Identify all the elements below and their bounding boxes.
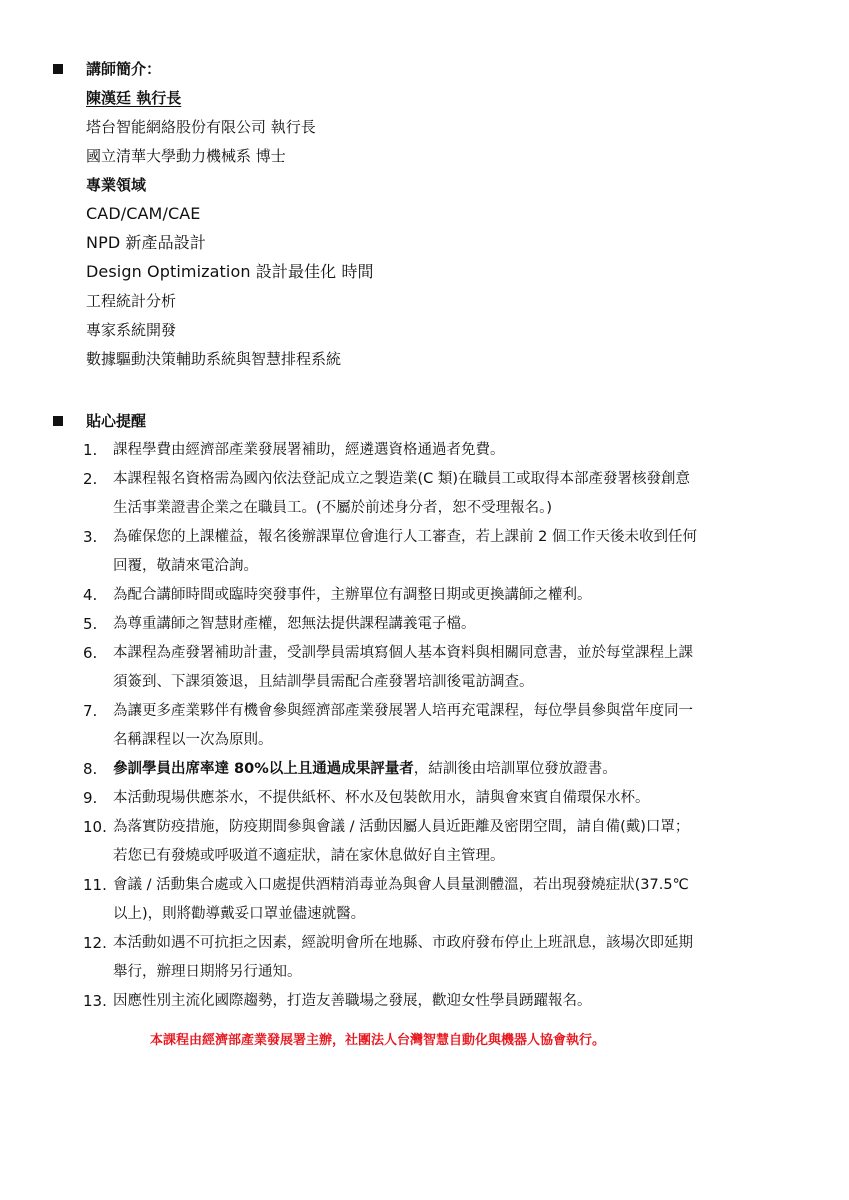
instructor-degree-line: 國立清華大學動力機械系 博士 [86, 147, 286, 165]
reminder-text: 為配合講師時間或臨時突發事件，主辦單位有調整日期或更換講師之權利。 [113, 587, 592, 603]
reminder-text: 本活動如遇不可抗拒之因素，經說明會所在地縣、市政府發布停止上班訊息，該場次即延期 [113, 935, 693, 951]
reminder-number: 12. [83, 934, 107, 952]
organizer-note: 本課程由經濟部產業發展署主辦，社團法人台灣智慧自動化與機器人協會執行。 [150, 1033, 606, 1048]
reminder-number: 6. [83, 644, 98, 662]
reminder-number: 7. [83, 702, 98, 720]
reminder-text: 本課程為產發署補助計畫，受訓學員需填寫個人基本資料與相關同意書，並於每堂課程上課 [113, 645, 693, 661]
reminder-text: 為落實防疫措施，防疫期間參與會議 / 活動因屬人員近距離及密閉空間，請自備(戴)口罩； [113, 819, 690, 835]
instructor-heading: 講師簡介： [86, 60, 162, 78]
expertise-item: Design Optimization 設計最佳化 時間 [86, 262, 374, 281]
reminder-number: 5. [83, 615, 98, 633]
reminder-text: 須簽到、下課須簽退，且結訓學員需配合產發署培訓後電訪調查。 [113, 674, 534, 690]
reminder-text: 為確保您的上課權益，報名後辦課單位會進行人工審查，若上課前 2 個工作天後未收到任何 [113, 529, 697, 545]
instructor-name-title: 陳漢廷 執行長 [86, 89, 182, 107]
reminder-number: 2. [83, 470, 98, 488]
reminder-text: 為讓更多產業夥伴有機會參與經濟部產業發展署人培再充電課程，每位學員參與當年度同一 [113, 703, 693, 719]
square-bullet-icon [53, 64, 63, 74]
reminders-heading: 貼心提醒 [86, 412, 147, 430]
expertise-item: 工程統計分析 [86, 292, 177, 310]
reminder-number: 9. [83, 789, 98, 807]
reminder-text: 本活動現場供應茶水，不提供紙杯、杯水及包裝飲用水，請與會來賓自備環保水杯。 [113, 790, 650, 806]
reminder-text: 本課程報名資格需為國內依法登記成立之製造業(C 類)在職員工或取得本部產發署核發創意 [113, 471, 691, 487]
expertise-item: 數據驅動決策輔助系統與智慧排程系統 [86, 350, 342, 368]
reminder-number: 13. [83, 992, 107, 1010]
reminder-text: 課程學費由經濟部產業發展署補助，經遴選資格通過者免費。 [113, 442, 505, 458]
instructor-company-line: 塔台智能網絡股份有限公司 執行長 [86, 118, 316, 136]
expertise-item: 專家系統開發 [86, 321, 177, 339]
reminder-text: 回覆，敬請來電洽詢。 [113, 558, 258, 574]
reminder-text: 以上)，則將勸導戴妥口罩並儘速就醫。 [113, 906, 366, 922]
reminder-number: 4. [83, 586, 98, 604]
reminder-text-rest: ，結訓後由培訓單位發放證書。 [413, 761, 617, 777]
reminder-number: 11. [83, 876, 107, 894]
expertise-heading: 專業領域 [86, 176, 147, 194]
reminder-text: 生活事業證書企業之在職員工。(不屬於前述身分者，恕不受理報名。) [113, 500, 553, 516]
reminder-number: 8. [83, 760, 98, 778]
reminder-text: 舉行，辦理日期將另行通知。 [113, 964, 302, 980]
reminder-number: 3. [83, 528, 98, 546]
reminder-number: 10. [83, 818, 107, 836]
reminder-text: 會議 / 活動集合處或入口處提供酒精消毒並為與會人員量測體溫，若出現發燒症狀(37.5℃ [113, 877, 689, 893]
reminder-text: 若您已有發燒或呼吸道不適症狀，請在家休息做好自主管理。 [113, 848, 505, 864]
reminder-text: 因應性別主流化國際趨勢，打造友善職場之發展，歡迎女性學員踴躍報名。 [113, 993, 592, 1009]
reminder-text [113, 759, 617, 779]
expertise-item: CAD/CAM/CAE [86, 204, 201, 223]
reminder-number: 1. [83, 441, 98, 459]
reminder-emphasis: 參訓學員出席率達 80%以上且通過成果評量者 [113, 761, 414, 777]
reminder-text: 為尊重講師之智慧財產權，恕無法提供課程講義電子檔。 [113, 616, 476, 632]
square-bullet-icon [53, 416, 63, 426]
expertise-item: NPD 新產品設計 [86, 233, 206, 252]
reminder-text: 名稱課程以一次為原則。 [113, 732, 273, 748]
